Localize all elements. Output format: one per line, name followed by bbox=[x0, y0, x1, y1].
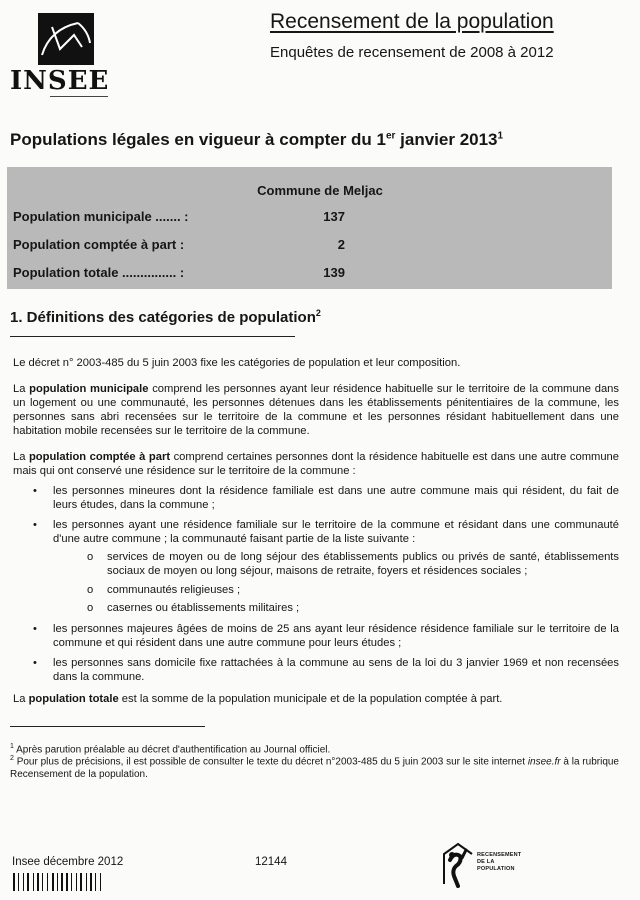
document-subtitle: Enquêtes de recensement de 2008 à 2012 bbox=[270, 44, 554, 61]
circle-bullet-icon: o bbox=[87, 602, 94, 614]
footnote-text: à la rubrique Recensement de la population. bbox=[10, 756, 619, 780]
text: est la somme de la population municipale et de la population comptée à part. bbox=[118, 693, 503, 705]
list-item-text: les personnes sans domicile fixe rattachées à la commune au sens de la loi du 3 janvier 1969 et non recensées dans la commune. bbox=[53, 657, 619, 683]
sub-list-item-text: casernes ou établissements militaires ; bbox=[107, 602, 300, 614]
barcode-bar bbox=[71, 873, 72, 891]
footnote-text: Après parution préalable au décret d'authentification au Journal officiel. bbox=[13, 744, 331, 756]
barcode-bar bbox=[61, 873, 63, 891]
barcode-bar bbox=[18, 873, 19, 891]
barcode-bar bbox=[66, 873, 68, 891]
section-title-text: 1. Définitions des catégories de population bbox=[10, 309, 316, 326]
barcode-bar bbox=[27, 873, 29, 891]
row-value-comptee-a-part: 2 bbox=[337, 237, 345, 252]
bullet-icon: • bbox=[33, 519, 37, 531]
house-figure-icon bbox=[440, 840, 476, 888]
row-value-totale: 139 bbox=[323, 265, 345, 280]
text: comprend les personnes ayant leur résidence habituelle sur le territoire de la commune dans un logement ou une communauté, les personnes détenues dans les établissements pénitentiaires de la commune, les personnes sans abri recensées sur le territoire de la commune et les personnes résidant habituellement dans une habitation mobile recensées sur le territoire de la commune. bbox=[13, 383, 619, 437]
list-item-text: les personnes majeures âgées de moins de 25 ans ayant leur résidence résidence familiale sur le territoire de la commune et qui résident dans une autre commune pour leurs études ; bbox=[53, 623, 619, 649]
footnote-number: 1 bbox=[10, 743, 14, 750]
barcode-bar bbox=[37, 873, 39, 891]
row-label-municipale: Population municipale ....... : bbox=[13, 209, 189, 224]
footnote-ref-1: 1 bbox=[497, 130, 504, 142]
insee-logo-mark-icon bbox=[38, 13, 94, 65]
website-reference: insee.fr bbox=[527, 756, 561, 768]
comptee-a-part-paragraph bbox=[13, 450, 619, 478]
text: La bbox=[13, 383, 30, 395]
insee-logo-text: INSEE bbox=[10, 66, 110, 96]
footer-date: Insee décembre 2012 bbox=[12, 856, 124, 868]
footnote-2 bbox=[10, 753, 619, 781]
sub-list-item-text: services de moyen ou de long séjour des établissements publics ou privés de santé, établissements sociaux de moyen ou long séjour, maisons de retraite, foyers et résidences sociales ; bbox=[107, 551, 619, 577]
sub-list-item-text: communautés religieuses ; bbox=[107, 584, 241, 596]
intro-paragraph: Le décret n° 2003-485 du 5 juin 2003 fixe les catégories de population et leur composition. bbox=[13, 357, 461, 369]
bullet-icon: • bbox=[33, 657, 37, 669]
ordinal-suffix: er bbox=[385, 130, 396, 142]
text: La bbox=[13, 451, 29, 463]
barcode-bar bbox=[52, 873, 54, 891]
main-title-text-end: janvier 2013 bbox=[395, 130, 498, 149]
term-population-comptee-a-part: population comptée à part bbox=[28, 451, 171, 463]
footer-commune-code: 12144 bbox=[255, 856, 287, 868]
footnote-divider bbox=[10, 726, 205, 727]
list-item-text: les personnes ayant une résidence familiale sur le territoire de la commune et résidant dans une communauté d'une autre commune ; la communauté faisant partie de la liste suivante : bbox=[53, 519, 619, 545]
barcode-bar bbox=[57, 873, 58, 891]
municipale-paragraph bbox=[13, 382, 619, 438]
recensement-logo bbox=[440, 840, 560, 888]
barcode-icon bbox=[13, 873, 123, 891]
section-title bbox=[10, 308, 321, 326]
insee-logo bbox=[10, 8, 110, 96]
footnote-number: 2 bbox=[10, 755, 14, 762]
row-label-comptee-a-part: Population comptée à part : bbox=[13, 237, 185, 252]
barcode-bar bbox=[86, 873, 87, 891]
footnote-text: Pour plus de précisions, il est possible de consulter le texte du décret n°2003-485 du 5 juin 2003 sur le site internet bbox=[13, 756, 528, 768]
circle-bullet-icon: o bbox=[87, 584, 94, 596]
term-population-totale: population totale bbox=[28, 693, 119, 705]
footnote-ref-2: 2 bbox=[315, 308, 321, 318]
text: POPULATION bbox=[477, 866, 515, 872]
list-item-text: les personnes mineures dont la résidence familiale est dans une autre commune mais qui résident, du fait de leurs études, dans la commune ; bbox=[53, 485, 619, 511]
circle-bullet-icon: o bbox=[87, 551, 94, 563]
row-value-municipale: 137 bbox=[323, 209, 345, 224]
barcode-bar bbox=[76, 873, 77, 891]
barcode-bar bbox=[42, 873, 43, 891]
barcode-bar bbox=[90, 873, 92, 891]
logo-underline bbox=[50, 96, 108, 97]
barcode-bar bbox=[13, 873, 15, 891]
commune-name: Commune de Meljac bbox=[257, 183, 383, 198]
recensement-logo-text bbox=[477, 852, 521, 873]
barcode-bar bbox=[47, 873, 48, 891]
text: comprend certaines personnes dont la résidence habituelle est dans une autre commune mais qui ont conservé une résidence sur le territoire de la commune : bbox=[13, 451, 620, 477]
barcode-bar bbox=[100, 873, 101, 891]
bullet-icon: • bbox=[33, 485, 37, 497]
barcode-bar bbox=[23, 873, 24, 891]
main-title bbox=[10, 130, 503, 150]
row-label-totale: Population totale ............... : bbox=[13, 265, 185, 280]
barcode-bar bbox=[33, 873, 34, 891]
main-title-text: Populations légales en vigueur à compter du 1 bbox=[10, 130, 386, 149]
bullet-icon: • bbox=[33, 623, 37, 635]
document-title: Recensement de la population bbox=[270, 10, 554, 33]
text: RECENSEMENT bbox=[477, 852, 522, 858]
section-divider bbox=[10, 336, 295, 337]
totale-paragraph bbox=[13, 692, 619, 706]
text: La bbox=[13, 693, 29, 705]
barcode-bar bbox=[95, 873, 96, 891]
text: DE LA bbox=[477, 859, 495, 865]
term-population-municipale: population municipale bbox=[29, 383, 149, 395]
barcode-bar bbox=[80, 873, 82, 891]
